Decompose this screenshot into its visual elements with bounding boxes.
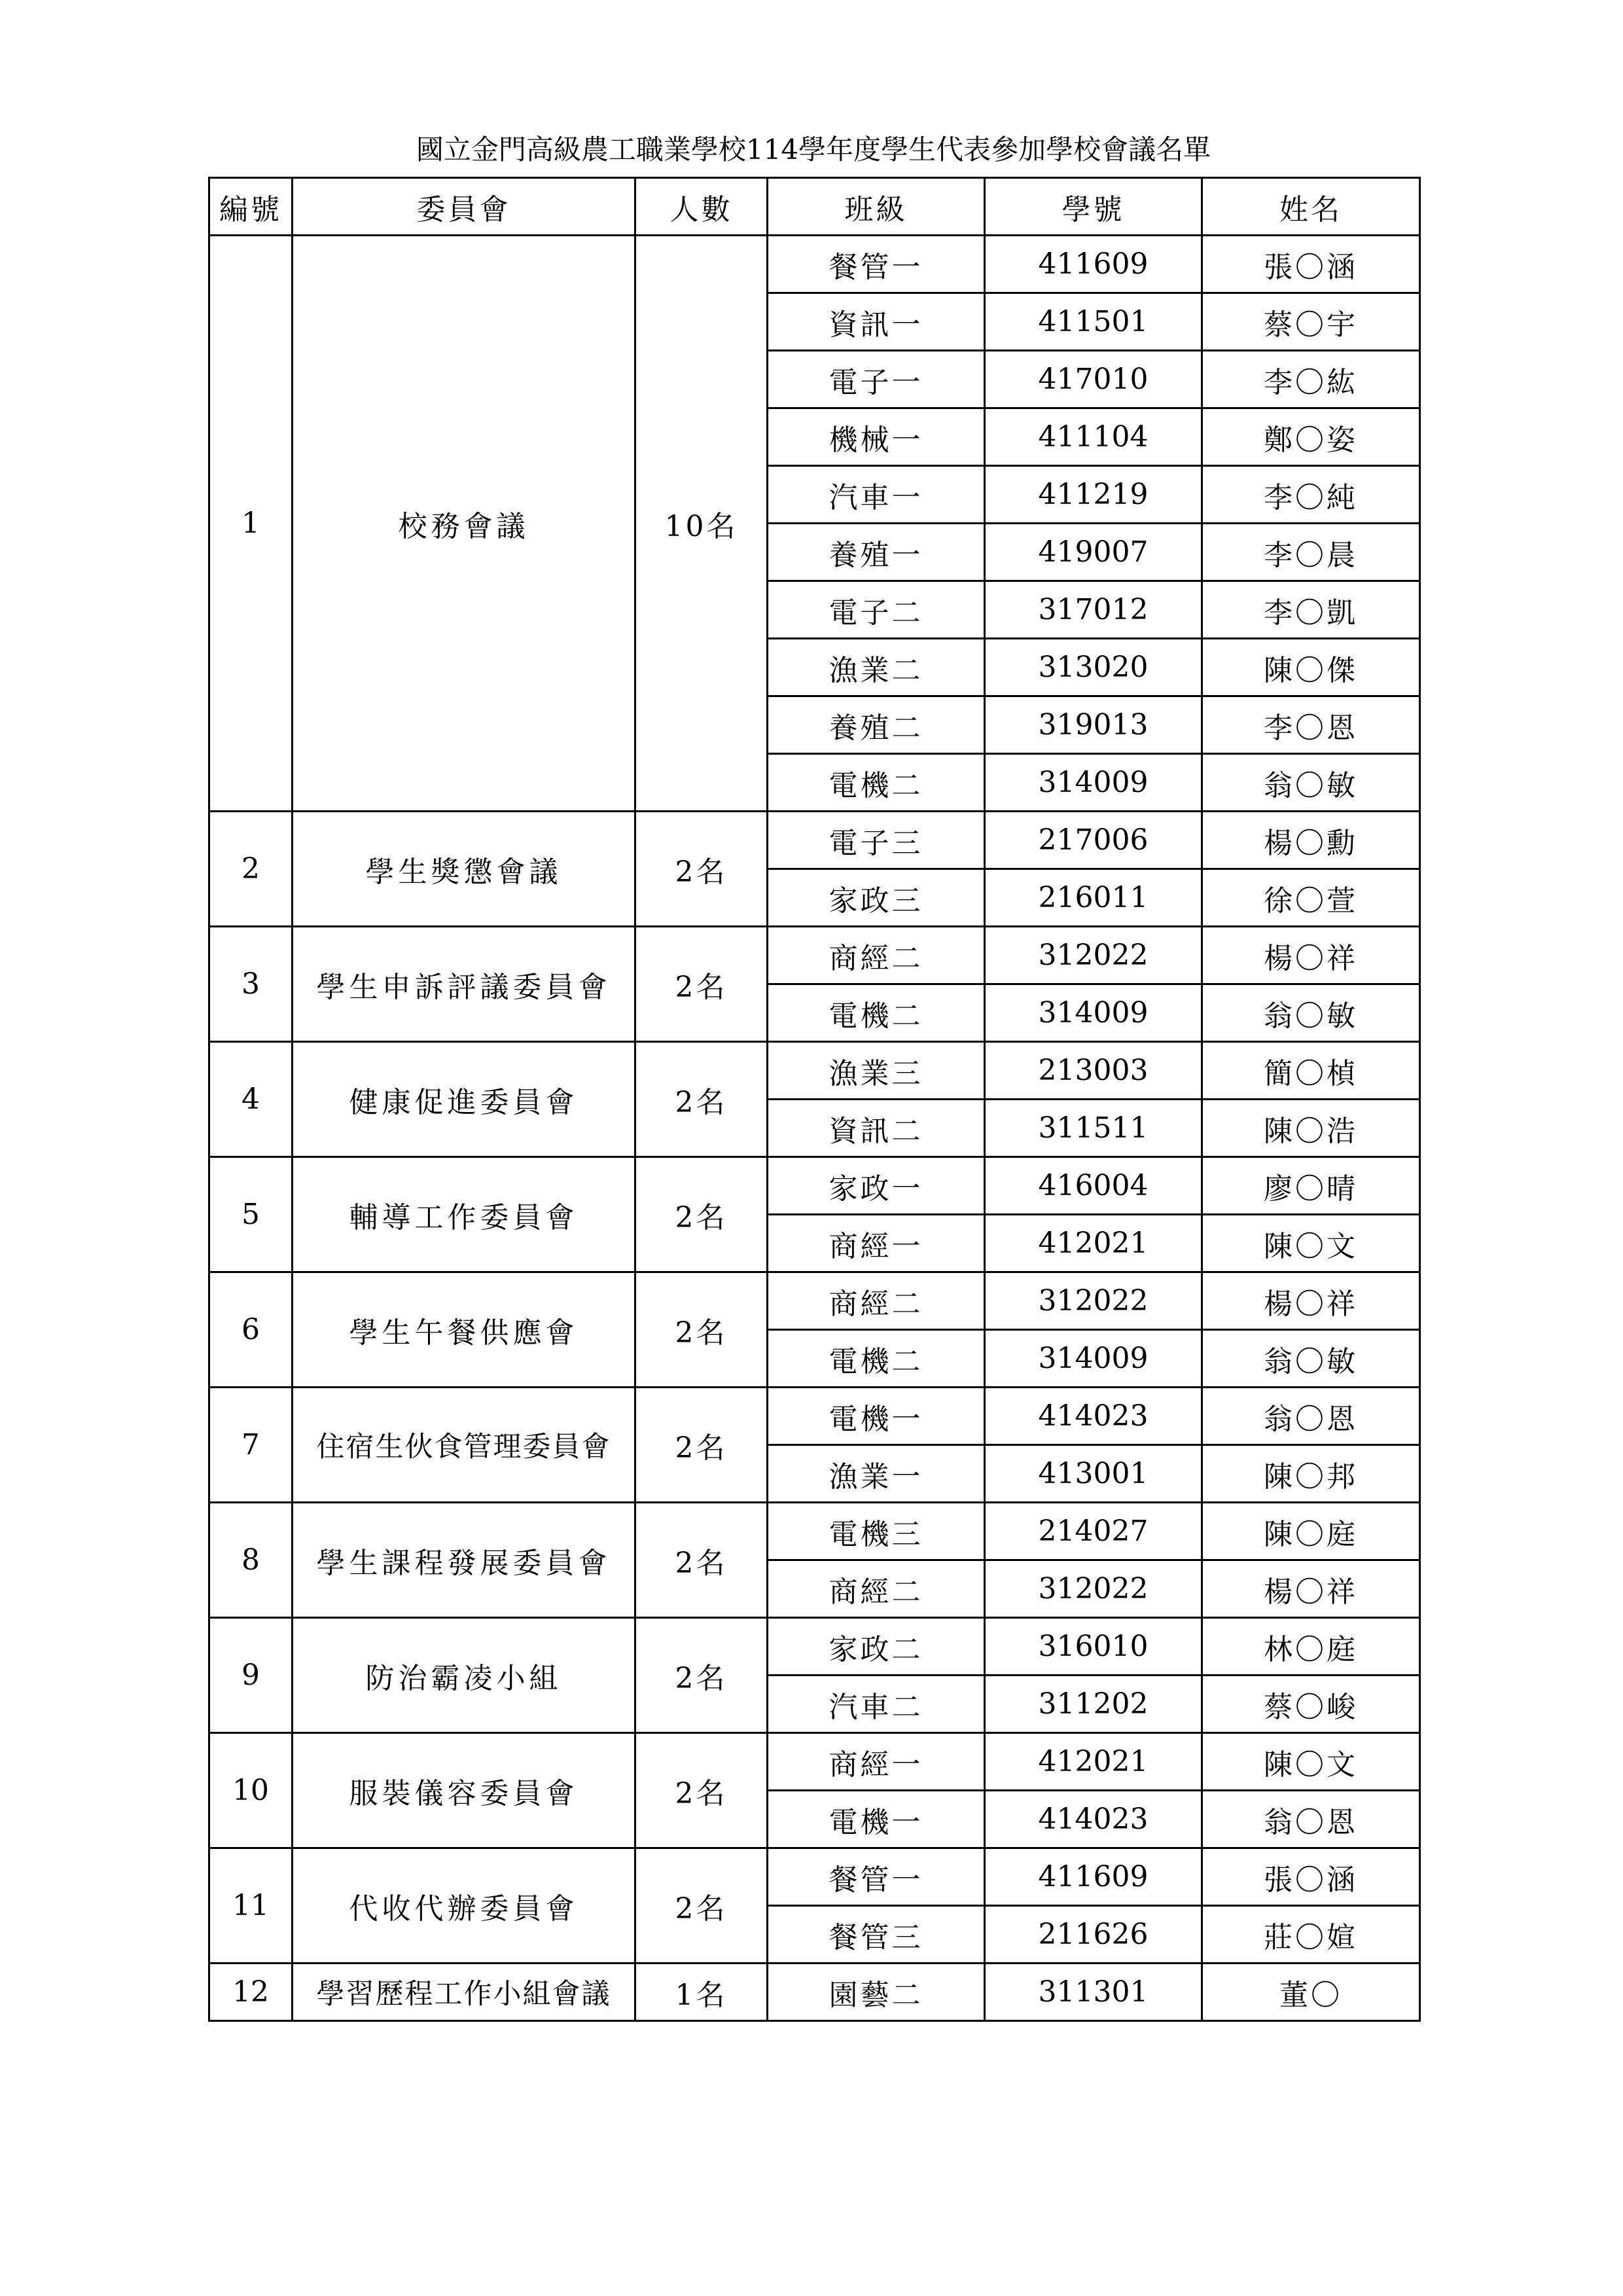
student-class: 餐管三 bbox=[768, 1906, 985, 1964]
student-class: 商經二 bbox=[768, 1272, 985, 1330]
student-class: 電機二 bbox=[768, 754, 985, 812]
committee-number: 7 bbox=[209, 1388, 293, 1503]
student-class: 家政三 bbox=[768, 869, 985, 927]
table-row bbox=[209, 927, 1420, 984]
student-id: 312022 bbox=[985, 927, 1202, 984]
committee-number: 11 bbox=[209, 1848, 293, 1964]
student-name: 鄭〇姿 bbox=[1202, 408, 1420, 466]
committee-name: 代收代辦委員會 bbox=[293, 1848, 635, 1964]
student-name: 張〇涵 bbox=[1202, 236, 1420, 293]
committee-number: 6 bbox=[209, 1272, 293, 1388]
student-class: 園藝二 bbox=[768, 1964, 985, 2021]
student-id: 314009 bbox=[985, 984, 1202, 1042]
header-class: 班級 bbox=[768, 178, 985, 236]
student-name: 簡〇楨 bbox=[1202, 1042, 1420, 1100]
student-id: 314009 bbox=[985, 754, 1202, 812]
table-row bbox=[209, 236, 1420, 293]
student-class: 漁業二 bbox=[768, 639, 985, 696]
student-class: 電子三 bbox=[768, 812, 985, 869]
member-count: 2名 bbox=[635, 1272, 768, 1388]
student-id: 412021 bbox=[985, 1215, 1202, 1272]
student-name: 李〇純 bbox=[1202, 466, 1420, 524]
student-name: 徐〇萱 bbox=[1202, 869, 1420, 927]
student-id: 414023 bbox=[985, 1388, 1202, 1445]
student-class: 養殖一 bbox=[768, 524, 985, 581]
committee-number: 2 bbox=[209, 812, 293, 927]
student-name: 翁〇恩 bbox=[1202, 1791, 1420, 1848]
student-class: 電子一 bbox=[768, 351, 985, 408]
member-count: 2名 bbox=[635, 927, 768, 1042]
student-id: 313020 bbox=[985, 639, 1202, 696]
committee-number: 12 bbox=[209, 1964, 293, 2021]
student-class: 漁業三 bbox=[768, 1042, 985, 1100]
student-id: 211626 bbox=[985, 1906, 1202, 1964]
student-class: 電機二 bbox=[768, 1330, 985, 1388]
student-id: 213003 bbox=[985, 1042, 1202, 1100]
student-name: 翁〇恩 bbox=[1202, 1388, 1420, 1445]
student-name: 楊〇勳 bbox=[1202, 812, 1420, 869]
student-name: 莊〇媗 bbox=[1202, 1906, 1420, 1964]
student-id: 311202 bbox=[985, 1676, 1202, 1733]
committee-number: 1 bbox=[209, 236, 293, 812]
committee-name: 學生申訴評議委員會 bbox=[293, 927, 635, 1042]
student-id: 316010 bbox=[985, 1618, 1202, 1676]
student-id: 411501 bbox=[985, 293, 1202, 351]
student-class: 餐管一 bbox=[768, 236, 985, 293]
student-id: 311301 bbox=[985, 1964, 1202, 2021]
student-id: 411219 bbox=[985, 466, 1202, 524]
committee-name: 健康促進委員會 bbox=[293, 1042, 635, 1157]
member-count: 2名 bbox=[635, 1042, 768, 1157]
student-name: 張〇涵 bbox=[1202, 1848, 1420, 1906]
committee-name: 服裝儀容委員會 bbox=[293, 1733, 635, 1848]
member-count: 2名 bbox=[635, 1733, 768, 1848]
header-count: 人數 bbox=[635, 178, 768, 236]
student-class: 餐管一 bbox=[768, 1848, 985, 1906]
committee-name: 住宿生伙食管理委員會 bbox=[293, 1388, 635, 1503]
committee-name: 學生課程發展委員會 bbox=[293, 1503, 635, 1618]
student-id: 411609 bbox=[985, 236, 1202, 293]
student-name: 蔡〇宇 bbox=[1202, 293, 1420, 351]
member-count: 2名 bbox=[635, 1157, 768, 1272]
student-id: 312022 bbox=[985, 1560, 1202, 1618]
student-class: 電機三 bbox=[768, 1503, 985, 1560]
committee-name: 學生午餐供應會 bbox=[293, 1272, 635, 1388]
student-class: 商經二 bbox=[768, 1560, 985, 1618]
student-name: 翁〇敏 bbox=[1202, 984, 1420, 1042]
student-name: 翁〇敏 bbox=[1202, 1330, 1420, 1388]
student-name: 李〇凱 bbox=[1202, 581, 1420, 639]
student-name: 陳〇邦 bbox=[1202, 1445, 1420, 1503]
student-class: 商經一 bbox=[768, 1215, 985, 1272]
student-id: 312022 bbox=[985, 1272, 1202, 1330]
student-name: 李〇恩 bbox=[1202, 696, 1420, 754]
student-name: 李〇晨 bbox=[1202, 524, 1420, 581]
table-row bbox=[209, 1042, 1420, 1100]
member-count: 2名 bbox=[635, 812, 768, 927]
student-name: 陳〇庭 bbox=[1202, 1503, 1420, 1560]
table-row bbox=[209, 1618, 1420, 1676]
student-id: 216011 bbox=[985, 869, 1202, 927]
student-class: 資訊二 bbox=[768, 1100, 985, 1157]
student-id: 413001 bbox=[985, 1445, 1202, 1503]
committee-name: 防治霸凌小組 bbox=[293, 1618, 635, 1733]
student-name: 林〇庭 bbox=[1202, 1618, 1420, 1676]
student-name: 陳〇文 bbox=[1202, 1733, 1420, 1791]
member-count: 1名 bbox=[635, 1964, 768, 2021]
table-row bbox=[209, 1964, 1420, 2021]
student-id: 317012 bbox=[985, 581, 1202, 639]
header-name: 姓名 bbox=[1202, 178, 1420, 236]
committee-number: 3 bbox=[209, 927, 293, 1042]
student-class: 商經一 bbox=[768, 1733, 985, 1791]
student-name: 陳〇浩 bbox=[1202, 1100, 1420, 1157]
student-class: 機械一 bbox=[768, 408, 985, 466]
student-name: 楊〇祥 bbox=[1202, 1560, 1420, 1618]
student-id: 417010 bbox=[985, 351, 1202, 408]
student-class: 電機一 bbox=[768, 1791, 985, 1848]
student-class: 漁業一 bbox=[768, 1445, 985, 1503]
student-id: 411609 bbox=[985, 1848, 1202, 1906]
student-class: 商經二 bbox=[768, 927, 985, 984]
committee-number: 5 bbox=[209, 1157, 293, 1272]
table-row bbox=[209, 812, 1420, 869]
header-committee: 委員會 bbox=[293, 178, 635, 236]
student-id: 314009 bbox=[985, 1330, 1202, 1388]
committee-number: 9 bbox=[209, 1618, 293, 1733]
table-header-row bbox=[209, 178, 1420, 236]
student-class: 電機一 bbox=[768, 1388, 985, 1445]
student-class: 電機二 bbox=[768, 984, 985, 1042]
member-count: 2名 bbox=[635, 1503, 768, 1618]
committee-number: 4 bbox=[209, 1042, 293, 1157]
student-id: 311511 bbox=[985, 1100, 1202, 1157]
member-count: 10名 bbox=[635, 236, 768, 812]
committee-number: 8 bbox=[209, 1503, 293, 1618]
student-class: 養殖二 bbox=[768, 696, 985, 754]
member-count: 2名 bbox=[635, 1848, 768, 1964]
committee-name: 學生獎懲會議 bbox=[293, 812, 635, 927]
student-class: 家政一 bbox=[768, 1157, 985, 1215]
student-class: 電子二 bbox=[768, 581, 985, 639]
student-id: 412021 bbox=[985, 1733, 1202, 1791]
student-class: 家政二 bbox=[768, 1618, 985, 1676]
student-representative-table bbox=[208, 177, 1421, 2022]
table-row bbox=[209, 1733, 1420, 1791]
student-id: 214027 bbox=[985, 1503, 1202, 1560]
member-count: 2名 bbox=[635, 1618, 768, 1733]
table-row bbox=[209, 1272, 1420, 1330]
student-class: 汽車一 bbox=[768, 466, 985, 524]
committee-name: 輔導工作委員會 bbox=[293, 1157, 635, 1272]
student-name: 董〇 bbox=[1202, 1964, 1420, 2021]
table-body bbox=[209, 236, 1420, 2021]
student-name: 陳〇文 bbox=[1202, 1215, 1420, 1272]
student-id: 419007 bbox=[985, 524, 1202, 581]
student-name: 楊〇祥 bbox=[1202, 927, 1420, 984]
header-no: 編號 bbox=[209, 178, 293, 236]
student-id: 414023 bbox=[985, 1791, 1202, 1848]
student-class: 汽車二 bbox=[768, 1676, 985, 1733]
header-student-id: 學號 bbox=[985, 178, 1202, 236]
student-name: 翁〇敏 bbox=[1202, 754, 1420, 812]
student-name: 蔡〇峻 bbox=[1202, 1676, 1420, 1733]
committee-name: 校務會議 bbox=[293, 236, 635, 812]
student-name: 李〇紘 bbox=[1202, 351, 1420, 408]
committee-number: 10 bbox=[209, 1733, 293, 1848]
student-id: 416004 bbox=[985, 1157, 1202, 1215]
student-class: 資訊一 bbox=[768, 293, 985, 351]
student-id: 217006 bbox=[985, 812, 1202, 869]
student-name: 楊〇祥 bbox=[1202, 1272, 1420, 1330]
document-title: 國立金門高級農工職業學校114學年度學生代表參加學校會議名單 bbox=[416, 134, 1211, 166]
table-row bbox=[209, 1503, 1420, 1560]
student-id: 319013 bbox=[985, 696, 1202, 754]
committee-name: 學習歷程工作小組會議 bbox=[293, 1964, 635, 2021]
table-row bbox=[209, 1848, 1420, 1906]
student-name: 廖〇晴 bbox=[1202, 1157, 1420, 1215]
member-count: 2名 bbox=[635, 1388, 768, 1503]
table-row bbox=[209, 1388, 1420, 1445]
student-name: 陳〇傑 bbox=[1202, 639, 1420, 696]
student-id: 411104 bbox=[985, 408, 1202, 466]
table-row bbox=[209, 1157, 1420, 1215]
